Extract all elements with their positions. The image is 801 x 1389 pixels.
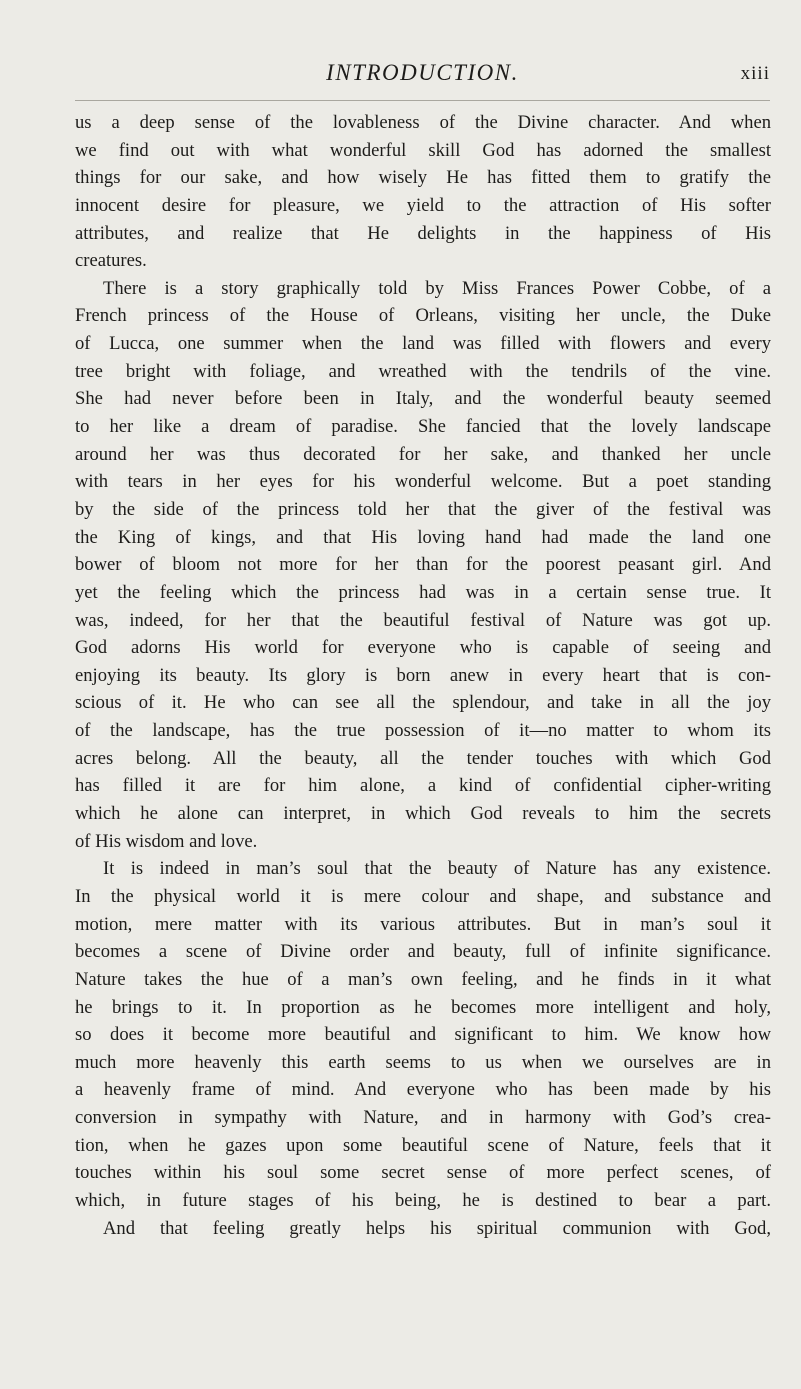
- text-line: French princess of the House of Orleans, visiting her uncle, the Duke: [75, 305, 771, 327]
- text-line: much more heavenly this earth seems to us when we ourselves are in: [75, 1051, 771, 1073]
- text-line: he brings to it. In proportion as he becomes more intelligent and holy,: [75, 996, 771, 1018]
- text-line: creatures.: [75, 250, 147, 272]
- text-line: enjoying its beauty. Its glory is born anew in every heart that is con-: [75, 664, 771, 686]
- text-line: things for our sake, and how wisely He has fitted them to gratify the: [75, 167, 771, 189]
- text-line: has filled it are for him alone, a kind of confidential cipher-writing: [75, 775, 771, 797]
- text-line: so does it become more beautiful and significant to him. We know how: [75, 1024, 771, 1046]
- text-line: attributes, and realize that He delights in the happiness of His: [75, 222, 771, 244]
- text-line: around her was thus decorated for her sake, and thanked her uncle: [75, 443, 771, 465]
- text-line: of the landscape, has the true possession of it—no matter to whom its: [75, 720, 771, 742]
- text-line: was, indeed, for her that the beautiful festival of Nature was got up.: [75, 609, 771, 631]
- running-head: [75, 60, 770, 90]
- text-line: us a deep sense of the lovableness of the Divine character. And when: [75, 112, 771, 133]
- text-line: conversion in sympathy with Nature, and in harmony with God’s crea-: [75, 1107, 771, 1129]
- text-line: There is a story graphically told by Miss Frances Power Cobbe, of a: [103, 277, 771, 299]
- text-line: with tears in her eyes for his wonderful welcome. But a poet standing: [75, 471, 771, 493]
- body-text: [75, 109, 771, 1242]
- page-number: xiii: [740, 63, 770, 84]
- text-line: we find out with what wonderful skill God has adorned the smallest: [75, 139, 771, 161]
- text-line: Nature takes the hue of a man’s own feeling, and he finds in it what: [75, 968, 771, 990]
- text-line: becomes a scene of Divine order and beauty, full of infinite significance.: [75, 941, 771, 963]
- text-line: to her like a dream of paradise. She fancied that the lovely landscape: [75, 416, 771, 438]
- text-line: scious of it. He who can see all the splendour, and take in all the joy: [75, 692, 771, 714]
- running-title: INTRODUCTION.: [326, 60, 519, 85]
- text-line: It is indeed in man’s soul that the beauty of Nature has any existence.: [103, 858, 771, 880]
- text-line: In the physical world it is mere colour and shape, and substance and: [75, 885, 771, 907]
- header-rule: [75, 100, 770, 101]
- text-line: She had never before been in Italy, and the wonderful beauty seemed: [75, 388, 771, 410]
- text-line: yet the feeling which the princess had was in a certain sense true. It: [75, 581, 771, 603]
- text-line: which he alone can interpret, in which God reveals to him the secrets: [75, 803, 771, 825]
- text-line: motion, mere matter with its various attributes. But in man’s soul it: [75, 913, 771, 935]
- text-line: innocent desire for pleasure, we yield to the attraction of His softer: [75, 194, 771, 216]
- text-line: of His wisdom and love.: [75, 830, 258, 852]
- text-line: of Lucca, one summer when the land was filled with flowers and every: [75, 333, 771, 355]
- text-line: bower of bloom not more for her than for the poorest peasant girl. And: [75, 554, 771, 576]
- text-line: tree bright with foliage, and wreathed with the tendrils of the vine.: [75, 360, 771, 382]
- text-line: acres belong. All the beauty, all the tender touches with which God: [75, 747, 771, 769]
- text-line: by the side of the princess told her that the giver of the festival was: [75, 498, 771, 520]
- text-line: the King of kings, and that His loving hand had made the land one: [75, 526, 771, 548]
- text-line: which, in future stages of his being, he is destined to bear a part.: [75, 1189, 771, 1211]
- text-line: And that feeling greatly helps his spiritual communion with God,: [103, 1217, 771, 1239]
- text-line: tion, when he gazes upon some beautiful scene of Nature, feels that it: [75, 1134, 771, 1156]
- text-line: a heavenly frame of mind. And everyone who has been made by his: [75, 1079, 771, 1101]
- text-line: God adorns His world for everyone who is capable of seeing and: [75, 637, 771, 659]
- text-line: touches within his soul some secret sense of more perfect scenes, of: [75, 1162, 771, 1184]
